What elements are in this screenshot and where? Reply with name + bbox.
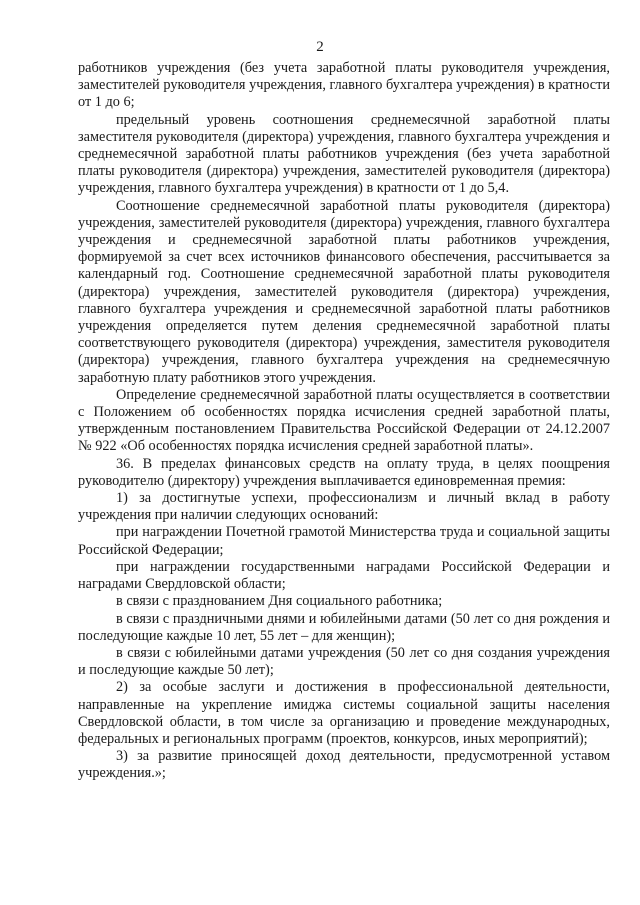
paragraph-ratio-calculation: Соотношение среднемесячной заработной платы руководителя (директора) учреждения, заместителей руководителя (директора) учреждения, главного бухгалтера учреждения и среднемесячной заработной платы работников учреждения, формируемой за счет всех источников финансового обеспечения, рассчитывается за календарный год. Соотношение среднемесячной заработной платы руководителя (директора) учреждения, заместителей руководителя (директора) учреждения, главного бухгалтера учреждения и среднемесячной заработной платы работников учреждения определяется путем деления среднемесячной заработной платы соответствующего руководителя (директора) учреждения, заместителя руководителя (директора) учреждения, главного бухгалтера учреждения на среднемесячную заработную плату работников этого учреждения. (78, 197, 610, 386)
paragraph-basis-holidays-anniversaries: в связи с праздничными днями и юбилейными датами (50 лет со дня рождения и последующие каждые 10 лет, 55 лет – для женщин); (78, 610, 610, 644)
page-number: 2 (316, 39, 324, 55)
paragraph-basis-social-worker-day: в связи с празднованием Дня социального работника; (116, 593, 443, 610)
paragraph-deputy-ratio-limit: предельный уровень соотношения среднемесячной заработной платы заместителя руководителя (директора) учреждения, главного бухгалтера учреждения и среднемесячной заработной платы работников учреждения (без учета заработной платы руководителя (директора) учреждения, заместителей руководителя (директора) учреждения, главного бухгалтера учреждения) в кратности от 1 до 5,4. (78, 111, 610, 197)
document-body (78, 60, 610, 783)
paragraph-clause-36: 36. В пределах финансовых средств на оплату труда, в целях поощрения руководителю (директору) учреждения выплачивается единовременная премия: (78, 455, 610, 489)
paragraph-item-1: 1) за достигнутые успехи, профессионализм и личный вклад в работу учреждения при наличии следующих оснований: (78, 490, 610, 524)
paragraph-item-2: 2) за особые заслуги и достижения в профессиональной деятельности, направленные на укрепление имиджа системы социальной защиты населения Свердловской области, в том числе за организацию и проведение международных, федеральных и региональных программ (проектов, конкурсов, иных мероприятий); (78, 679, 610, 747)
paragraph-basis-ministry-certificate: при награждении Почетной грамотой Министерства труда и социальной защиты Российской Федерации; (78, 524, 610, 558)
paragraph-item-3: 3) за развитие приносящей доход деятельности, предусмотренной уставом учреждения.»; (78, 748, 610, 782)
paragraph-average-salary-definition: Определение среднемесячной заработной платы осуществляется в соответствии с Положением об особенностях порядка исчисления средней заработной платы, утвержденным постановлением Правительства Российской Федерации от 24.12.2007 № 922 «Об особенностях порядка исчисления средней заработной платы». (78, 386, 610, 455)
paragraph-continuation: работников учреждения (без учета заработной платы руководителя учреждения, заместителей руководителя учреждения, главного бухгалтера учреждения) в кратности от 1 до 6; (78, 60, 610, 111)
paragraph-basis-state-awards: при награждении государственными наградами Российской Федерации и наградами Свердловской области; (78, 558, 610, 593)
paragraph-basis-institution-anniversary: в связи с юбилейными датами учреждения (50 лет со дня создания учреждения и последующие каждые 50 лет); (78, 644, 610, 679)
